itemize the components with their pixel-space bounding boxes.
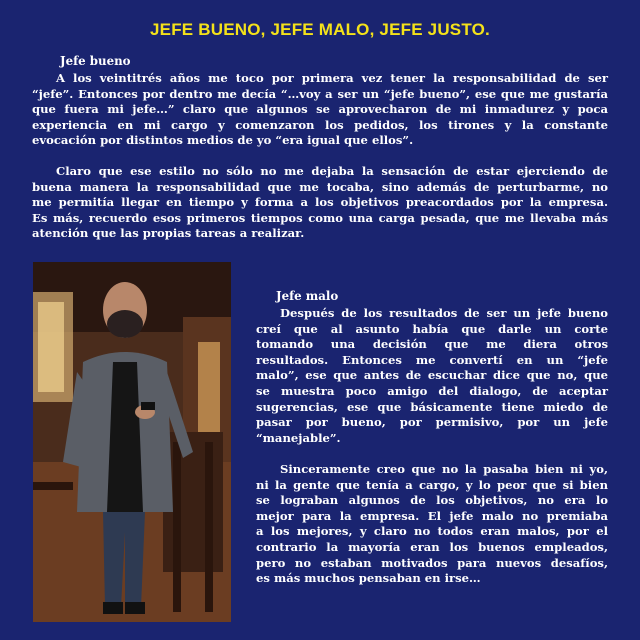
text-line: me permitía llegar en tiempo y forma a los objetivos preacordados por la empresa. xyxy=(32,195,608,210)
text-line: experiencia en mi cargo y comenzaron los pedidos, los tirones y la constante xyxy=(32,117,608,132)
text-line: contrario la mayoría eran los buenos empleados, xyxy=(256,539,608,554)
paragraph-jefe-malo-1 xyxy=(256,306,608,446)
section-heading-jefe-bueno: Jefe bueno xyxy=(60,54,131,68)
text-line: se lograban algunos de los objetivos, no era lo xyxy=(256,493,608,508)
paragraph-jefe-malo-2 xyxy=(256,462,608,587)
paragraph-jefe-bueno-1 xyxy=(32,71,608,149)
text-line: malo”, ese que antes de escuchar dice que no, que xyxy=(256,368,608,383)
page-title: JEFE BUENO, JEFE MALO, JEFE JUSTO. xyxy=(150,20,490,39)
text-line: Claro que ese estilo no sólo no me dejaba la sensación de estar ejerciendo de xyxy=(56,164,608,178)
text-line: sugerencias, ese que básicamente tiene miedo de xyxy=(256,399,608,414)
text-line: que fuera mi jefe…” claro que algunos se aprovecharon de mi inmadurez y poca xyxy=(32,102,608,117)
man-in-restaurant-photo xyxy=(33,262,231,622)
text-line: Sinceramente creo que no la pasaba bien ni yo, xyxy=(280,462,608,476)
paragraph-jefe-bueno-2 xyxy=(32,164,608,242)
text-line: creí que al asunto había que darle un corte xyxy=(256,321,608,336)
text-line: tomando una decisión que me diera otros xyxy=(256,337,608,352)
text-line: “jefe”. Entonces por dentro me decía “…voy a ser un “jefe bueno”, ese que me gustaría xyxy=(32,86,608,101)
text-line: pasar por bueno, por permisivo, por un jefe xyxy=(256,415,608,430)
text-line: “manejable”. xyxy=(256,430,341,445)
text-line: es más muchos pensaban en irse… xyxy=(256,571,481,586)
section-heading-jefe-malo: Jefe malo xyxy=(276,289,339,303)
text-line: se muestra poco amigo del dialogo, de aceptar xyxy=(256,383,608,398)
text-line: evocación por distintos medios de yo “era igual que ellos”. xyxy=(32,133,414,148)
text-line: atención que las propias tareas a realizar. xyxy=(32,226,305,241)
text-line: A los veintitrés años me toco por primera vez tener la responsabilidad de ser xyxy=(56,71,608,85)
text-line: Después de los resultados de ser un jefe bueno xyxy=(280,306,608,320)
text-line: resultados. Entonces me convertí en un “jefe xyxy=(256,352,608,367)
text-line: ni la gente que tenía a cargo, y lo peor que si bien xyxy=(256,477,608,492)
text-line: a los mejores, y claro no todos eran malos, por el xyxy=(256,524,608,539)
text-line: pero no estaban motivados para nuevos desafíos, xyxy=(256,555,608,570)
text-line: Es más, recuerdo esos primeros tiempos como una carga pesada, que me llevaba más xyxy=(32,210,608,225)
text-line: buena manera la responsabilidad que me tocaba, sino además de perturbarme, no xyxy=(32,179,608,194)
text-line: mejor para la empresa. El jefe malo no premiaba xyxy=(256,508,608,523)
photo-illustration xyxy=(33,262,231,622)
